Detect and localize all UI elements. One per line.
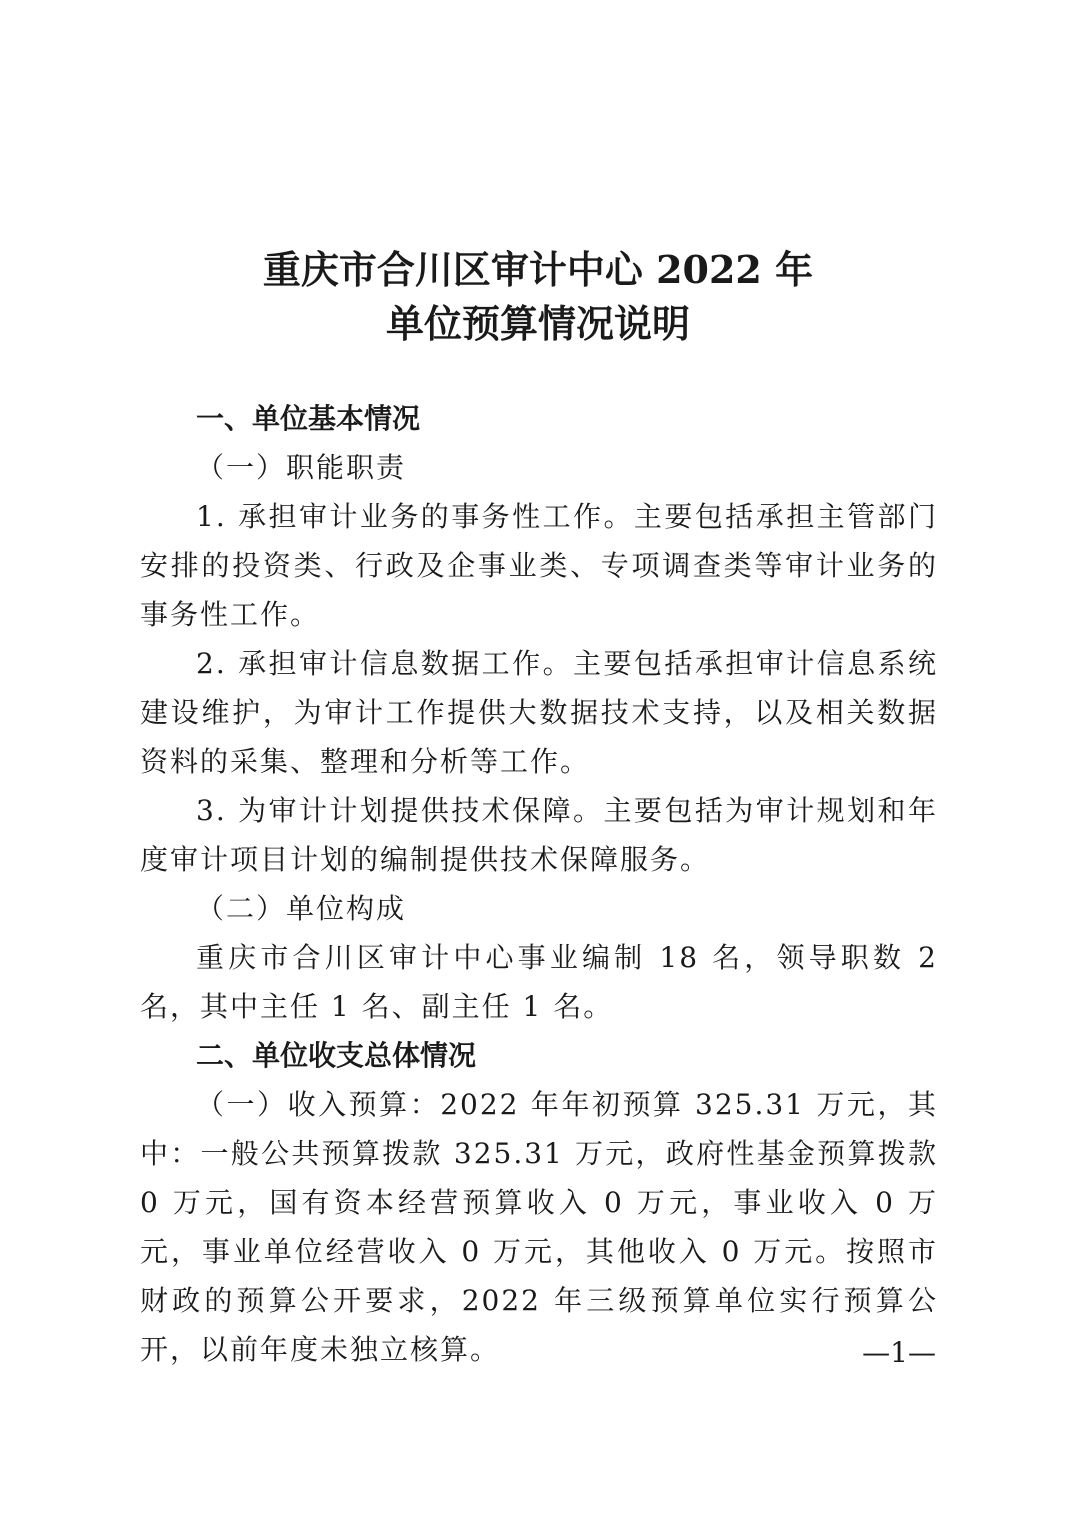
- duty-paragraph-2: 2. 承担审计信息数据工作。主要包括承担审计信息系统建设维护，为审计工作提供大数据技术支持，以及相关数据资料的采集、整理和分析等工作。: [140, 647, 938, 778]
- income-paragraph: （一）收入预算：2022 年年初预算 325.31 万元，其中：一般公共预算拨款 325.31 万元，政府性基金预算拨款 0 万元，国有资本经营预算收入 0 万元，事业收入 0 万元，事业单位经营收入 0 万元，其他收入 0 万元。按照市财政的预算公开要求，2022 年三级预算单位实行预算公开，以前年度未独立核算。: [140, 1088, 938, 1366]
- section2-heading: 二、单位收支总体情况: [196, 1039, 477, 1072]
- subsection2-heading: （二）单位构成: [196, 892, 407, 925]
- subsection1-heading: （一）职能职责: [196, 451, 407, 484]
- section1-heading: 一、单位基本情况: [196, 402, 421, 435]
- page-number: —1—: [862, 1336, 936, 1369]
- duty-paragraph-1: 1. 承担审计业务的事务性工作。主要包括承担主管部门安排的投资类、行政及企事业类、专项调查类等审计业务的事务性工作。: [140, 500, 938, 631]
- composition-paragraph: 重庆市合川区审计中心事业编制 18 名，领导职数 2 名，其中主任 1 名、副主任 1 名。: [140, 941, 938, 1023]
- document-title-line1: 重庆市合川区审计中心 2022 年: [262, 247, 814, 292]
- document-body: [140, 394, 938, 1374]
- document-title-line2: 单位预算情况说明: [385, 301, 690, 346]
- duty-paragraph-3: 3. 为审计计划提供技术保障。主要包括为审计规划和年度审计项目计划的编制提供技术保障服务。: [140, 794, 938, 876]
